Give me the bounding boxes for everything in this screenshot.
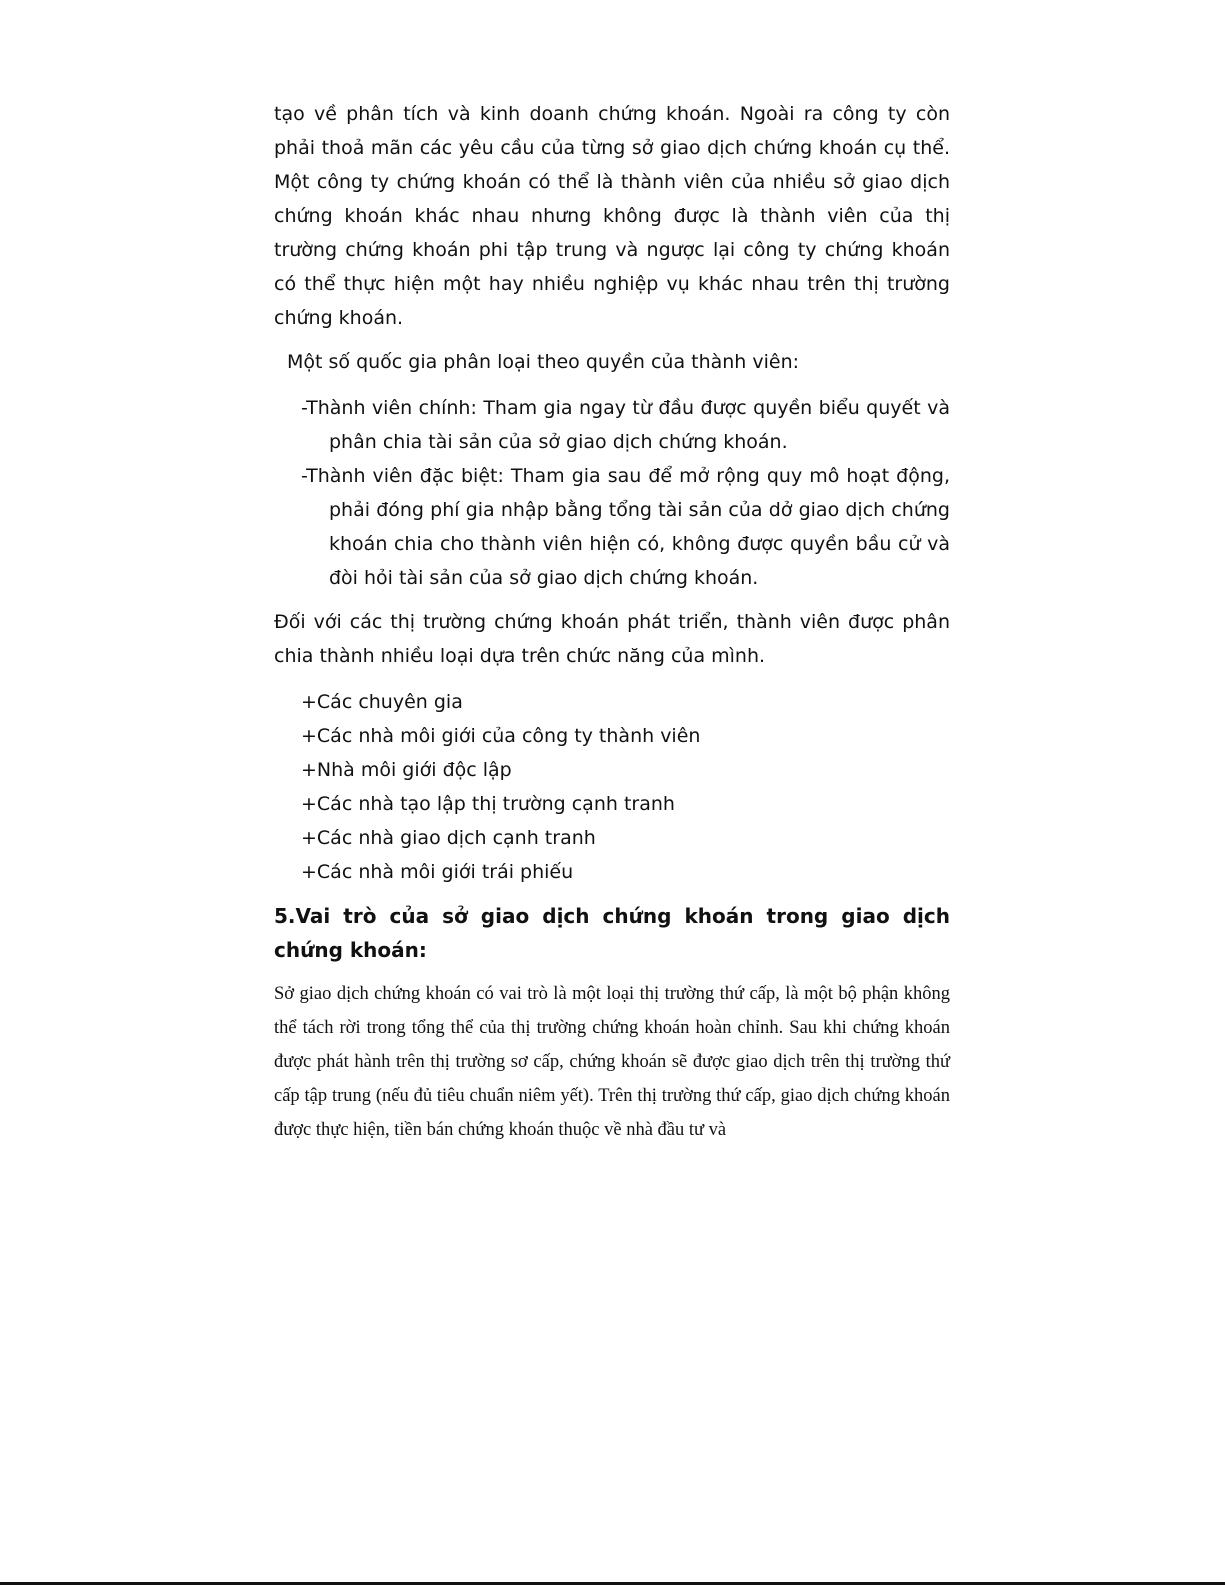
section-heading: 5.Vai trò của sở giao dịch chứng khoán trong giao dịch chứng khoán: xyxy=(274,904,950,962)
member-type-item: -Thành viên đặc biệt: Tham gia sau để mở rộng quy mô hoạt động, phải đóng phí gia nhập bằng tổng tài sản của dở giao dịch chứng khoán chia cho thành viên hiện có, không được quyền bầu cử và đòi hỏi tài sản của sở giao dịch chứng khoán. xyxy=(301,465,950,589)
member-classification-intro: Một số quốc gia phân loại theo quyền của thành viên: xyxy=(287,351,800,373)
document-page xyxy=(274,97,950,1147)
list-item: +Các nhà môi giới của công ty thành viên xyxy=(301,725,701,747)
functional-types-list xyxy=(274,685,950,889)
developed-markets-paragraph: Đối với các thị trường chứng khoán phát triển, thành viên được phân chia thành nhiều loại dựa trên chức năng của mình. xyxy=(274,611,950,667)
list-item: +Các nhà tạo lập thị trường cạnh tranh xyxy=(301,793,675,815)
section-body-paragraph: Sở giao dịch chứng khoán có vai trò là một loại thị trường thứ cấp, là một bộ phận không thể tách rời trong tổng thể của thị trường chứng khoán hoàn chỉnh. Sau khi chứng khoán được phát hành trên thị trường sơ cấp, chứng khoán sẽ được giao dịch trên thị trường thứ cấp tập trung (nếu đủ tiêu chuẩn niêm yết). Trên thị trường thứ cấp, giao dịch chứng khoán được thực hiện, tiền bán chứng khoán thuộc về nhà đầu tư và xyxy=(274,984,950,1140)
paragraph-securities-company: tạo về phân tích và kinh doanh chứng khoán. Ngoài ra công ty còn phải thoả mãn các yêu cầu của từng sở giao dịch chứng khoán cụ thể. Một công ty chứng khoán có thể là thành viên của nhiều sở giao dịch chứng khoán khác nhau nhưng không được là thành viên của thị trường chứng khoán phi tập trung và ngược lại công ty chứng khoán có thể thực hiện một hay nhiều nghiệp vụ khác nhau trên thị trường chứng khoán. xyxy=(274,103,950,329)
list-item: +Các chuyên gia xyxy=(301,691,463,713)
member-type-item: -Thành viên chính: Tham gia ngay từ đầu được quyền biểu quyết và phân chia tài sản của sở giao dịch chứng khoán. xyxy=(301,397,950,453)
list-item: +Nhà môi giới độc lập xyxy=(301,759,512,781)
member-types-list xyxy=(274,391,950,595)
list-item: +Các nhà giao dịch cạnh tranh xyxy=(301,827,596,849)
list-item: +Các nhà môi giới trái phiếu xyxy=(301,861,574,883)
